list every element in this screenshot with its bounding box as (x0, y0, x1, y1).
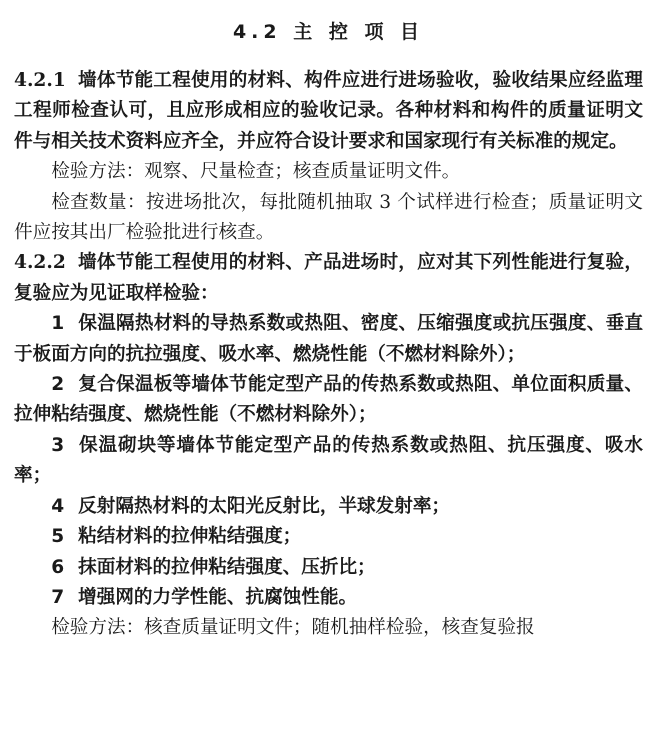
list-item: 7 增强网的力学性能、抗腐蚀性能。 (51, 586, 358, 608)
clause-text: 墙体节能工程使用的材料、构件应进行进场验收，验收结果应经监理工程师检查认可，且应形成相应的验收记录。各种材料和构件的质量证明文件与相关技术资料应齐全，并应符合设计要求和国家现行有关标准的规定。 (14, 70, 643, 152)
list-item: 4 反射隔热材料的太阳光反射比，半球发射率； (51, 495, 451, 517)
inspection-method: 检验方法：核查质量证明文件；随机抽样检验，核查复验报 (51, 617, 535, 639)
list-item: 3 保温砌块等墙体节能定型产品的传热系数或热阻、抗压强度、吸水率； (14, 434, 643, 487)
inspection-method: 检验方法：观察、尺量检查；核查质量证明文件。 (51, 161, 461, 183)
list-item: 2 复合保温板等墙体节能定型产品的传热系数或热阻、单位面积质量、拉伸粘结强度、燃烧性能（不燃材料除外）； (14, 374, 643, 426)
clause-text: 墙体节能工程使用的材料、产品进场时，应对其下列性能进行复验，复验应为见证取样检验： (14, 252, 643, 304)
clause-4-2-1 (14, 66, 643, 157)
clause-number: 4.2.1 (14, 70, 66, 91)
clause-number: 4.2.2 (14, 252, 66, 274)
clause-4-2-2 (14, 248, 643, 309)
section-heading: 4.2 主 控 项 目 (232, 21, 425, 43)
inspection-quantity: 检查数量：按进场批次，每批随机抽取 3 个试样进行检查；质量证明文件应按其出厂检验批进行核查。 (14, 191, 643, 244)
list-item: 1 保温隔热材料的导热系数或热阻、密度、压缩强度或抗压强度、垂直于板面方向的抗拉强度、吸水率、燃烧性能（不燃材料除外）； (14, 313, 643, 365)
list-item: 6 抹面材料的拉伸粘结强度、压折比； (51, 556, 376, 578)
list-item: 5 粘结材料的拉伸粘结强度； (51, 526, 302, 548)
